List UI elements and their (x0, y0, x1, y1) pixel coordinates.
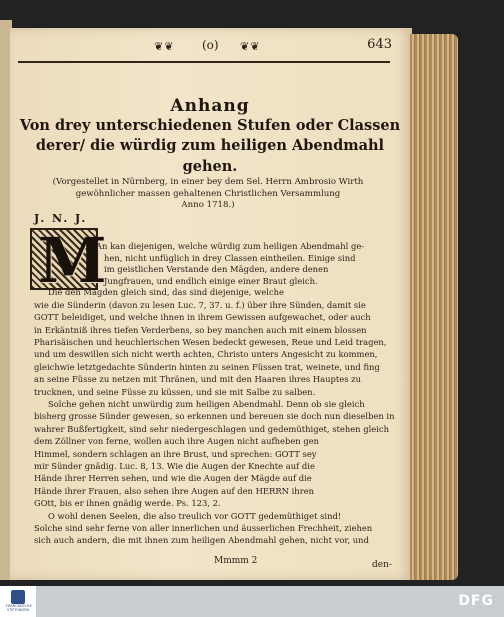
title-line-3: derer/ die würdig zum heiligen Abendmahl (35, 137, 385, 154)
institution-logo-icon (11, 590, 25, 604)
body-line: Hände ihrer Frauen, also sehen ihre Augen auf den HERRN ihren (34, 485, 315, 496)
body-line: bisherg grosse Sünder gewesen, so erkennen und bereuen sie doch nun dieselben in (34, 411, 395, 422)
subtitle-line-3: Anno 1718.) (181, 200, 235, 210)
body-line: und um deswillen sich nicht werth achten, Christo unters Angesicht zu kommen, (34, 349, 378, 360)
decorated-initial (30, 224, 107, 297)
header-rule (18, 61, 390, 63)
body-line: in Erkäntniß ihres tiefen Verderbens, so bey manchen auch mit einem blossen (34, 324, 367, 335)
body-line: im geistlichen Verstande den Mägden, andere denen (104, 264, 329, 275)
body-line: Himmel, sondern schlagen an ihre Brust, und sprechen: GOTT sey (34, 448, 317, 459)
body-line: Die den Mägden gleich sind, das sind diejenige, welche (48, 287, 284, 298)
title-line-1: Anhang (170, 96, 250, 116)
institution-logo-text: FRANCKESCHE STIFTUNGEN (6, 604, 32, 612)
ornament-right: ❦❦ (240, 40, 261, 53)
body-line: Solche sind sehr ferne von aller innerlichen und äusserlichen Frechheit, ziehen (34, 523, 373, 533)
ornament-left: ❦❦ (154, 40, 175, 53)
body-line: wahrer Bußfertigkeit, sind sehr niedergeschlagen und gedemüthiget, stehen gleich (34, 423, 390, 434)
body-line: trucknen, und seine Füsse zu küssen, und sie mit Salbe zu salben. (34, 386, 316, 397)
body-line: Pharisäischen und heuchlerischen Wesen bedeckt gewesen, Reue und Leid tragen, (34, 337, 387, 347)
dfg-logo: DFG (458, 593, 494, 609)
body-line: Solche gehen nicht unwürdig zum heiligen Abendmahl. Denn ob sie gleich (48, 399, 365, 409)
body-line: GOtt, bis er ihnen gnädig werde. Ps. 123, 2. (34, 498, 221, 509)
catchword: den- (372, 560, 392, 570)
subtitle-line-2: gewöhnlicher massen gehaltenen Christlichen Versammlung (75, 189, 341, 199)
body-line: dem Zöllner von ferne, wollen auch ihre Augen nicht aufheben gen (34, 436, 320, 447)
jnj-invocation: J. N. J. (34, 212, 88, 225)
body-line: An kan diejenigen, welche würdig zum heiligen Abendmahl ge- (96, 241, 365, 251)
body-line: Jungfrauen, und endlich einige einer Braut gleich. (104, 275, 318, 286)
title-line-4: gehen. (182, 158, 238, 175)
body-line: GOTT beleidiget, und welche ihnen in ihrem Gewissen aufgewachet, oder auch (34, 312, 371, 323)
page-header (18, 34, 406, 60)
title-line-2: Von drey unterschiedenen Stufen oder Classen (19, 117, 401, 134)
initial-letter: M (38, 224, 107, 297)
body-line: gleichwie letztgedachte Sünderin hinten zu seinen Füssen trat, weinete, und fing (34, 361, 380, 372)
page-number: 643 (367, 37, 392, 52)
body-line: mir Sünder gnädig. Luc. 8, 13. Wie die Augen der Knechte auf die (34, 461, 315, 471)
body-line: sich auch andern, die mit ihnen zum heiligen Abendmahl gehen, nicht vor, und (34, 535, 369, 546)
footer-bar (36, 586, 456, 617)
signature-mark: Mmmm 2 (214, 556, 258, 566)
page-mark: (o) (202, 38, 219, 52)
body-line: Hände ihrer Herren sehen, und wie die Augen der Mägde auf die (34, 473, 312, 484)
body-line: hen, nicht unfüglich in drey Classen eintheilen. Einige sind (104, 252, 356, 263)
subtitle-line-1: (Vorgestellet in Nürnberg, in einer bey dem Sel. Herrn Ambrosio Wirth (52, 177, 364, 187)
viewer-footer (0, 586, 504, 617)
body-line: wie die Sünderin (davon zu lesen Luc. 7, 37. u. f.) über ihre Sünden, damit sie (34, 299, 366, 310)
body-line: O wohl denen Seelen, die also treulich vor GOTT gedemüthiget sind! (48, 510, 342, 521)
body-line: an seine Füsse zu netzen mit Thränen, und mit den Haaren ihres Hauptes zu (34, 374, 361, 385)
institution-logo (6, 590, 30, 616)
